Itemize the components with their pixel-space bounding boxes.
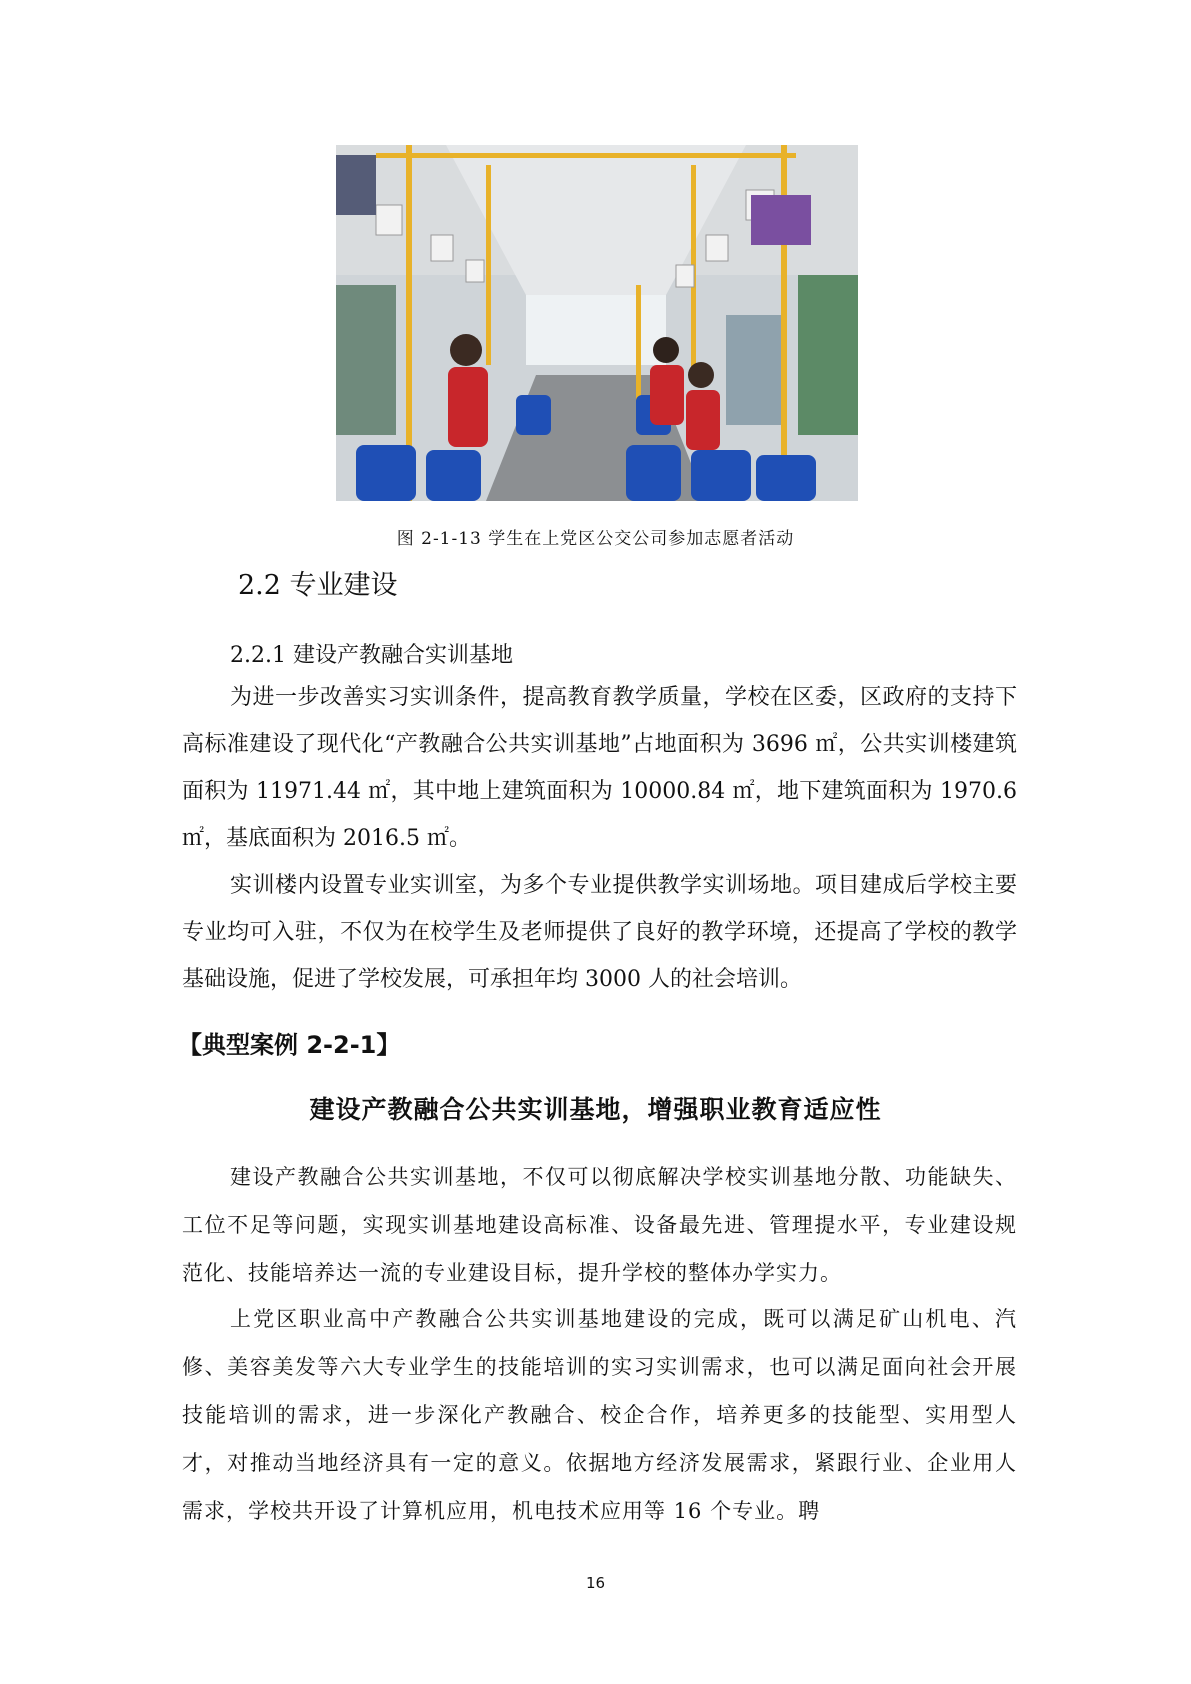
section-heading: 2.2 专业建设 bbox=[238, 570, 398, 601]
case-paragraph: 建设产教融合公共实训基地，不仅可以彻底解决学校实训基地分散、功能缺失、工位不足等问题，实现实训基地建设高标准、设备最先进、管理提水平，专业建设规范化、技能培养达一流的专业建设目标，提升学校的整体办学实力。 bbox=[182, 1165, 1017, 1285]
body-paragraph: 实训楼内设置专业实训室，为多个专业提供教学实训场地。项目建成后学校主要专业均可入驻，不仅为在校学生及老师提供了良好的教学环境，还提高了学校的教学基础设施，促进了学校发展，可承担年均 3000 人的社会培训。 bbox=[182, 873, 1017, 992]
case-paragraph: 上党区职业高中产教融合公共实训基地建设的完成，既可以满足矿山机电、汽修、美容美发等六大专业学生的技能培训的实习实训需求，也可以满足面向社会开展技能培训的需求，进一步深化产教融合、校企合作，培养更多的技能型、实用型人才，对推动当地经济具有一定的意义。依据地方经济发展需求，紧跟行业、企业用人需求，学校共开设了计算机应用，机电技术应用等 16 个专业。聘 bbox=[182, 1307, 1017, 1523]
figure-caption: 图 2-1-13 学生在上党区公交公司参加志愿者活动 bbox=[396, 529, 795, 549]
page-number: 16 bbox=[585, 1574, 606, 1592]
case-label: 【典型案例 2-2-1】 bbox=[178, 1031, 401, 1059]
body-paragraph: 为进一步改善实习实训条件，提高教育教学质量，学校在区委，区政府的支持下高标准建设了现代化“产教融合公共实训基地”占地面积为 3696 ㎡，公共实训楼建筑面积为 11971.44 ㎡，其中地上建筑面积为 10000.84 ㎡，地下建筑面积为 1970.6 ㎡，基底面积为 2016.5 ㎡。 bbox=[182, 685, 1017, 851]
case-title: 建设产教融合公共实训基地，增强职业教育适应性 bbox=[309, 1095, 882, 1124]
subsection-heading: 2.2.1 建设产教融合实训基地 bbox=[230, 643, 513, 668]
bus-volunteer-photo bbox=[336, 145, 858, 501]
